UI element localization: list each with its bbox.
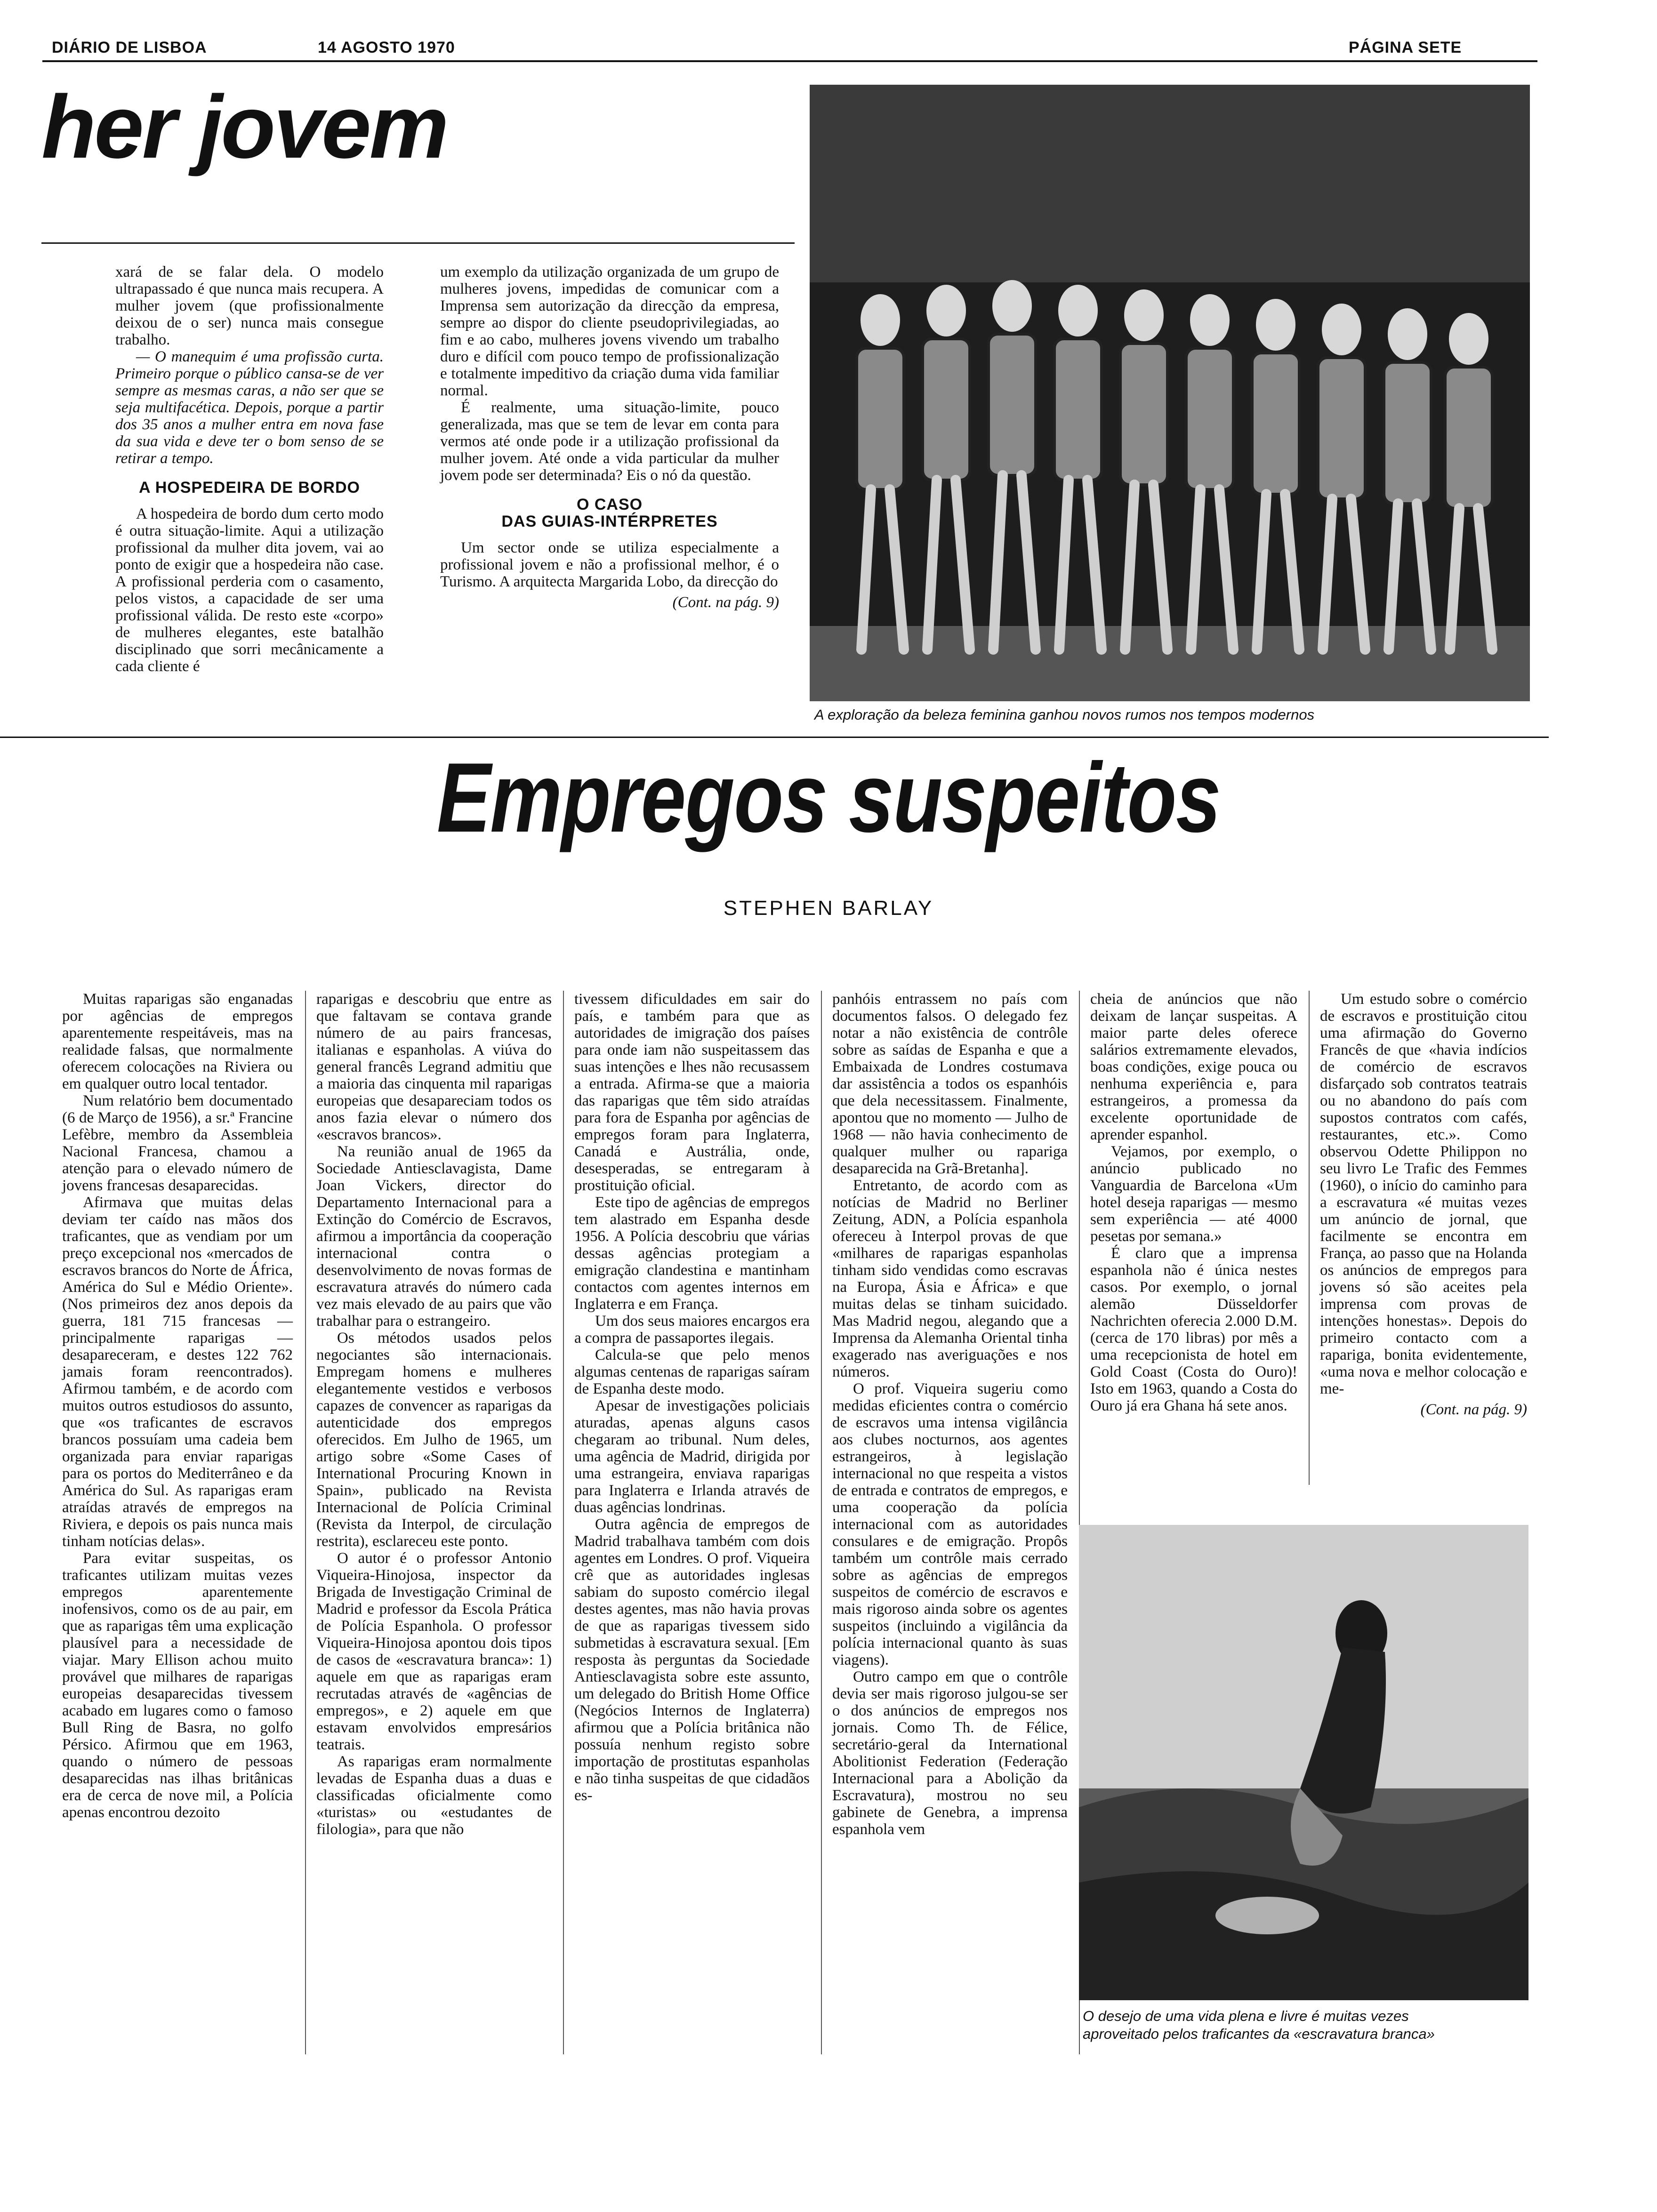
newspaper-name: DIÁRIO DE LISBOA: [52, 39, 207, 56]
woman-photo: [1079, 1525, 1528, 2000]
paragraph: O prof. Viqueira sugeriu como medidas eficientes contra o comércio de escravos uma intensa vigilância aos clubes nocturnos, aos agentes estrangeiros, à legislação internacional no que respeita a vistos de entrada e contratos de empregos, e uma cooperação da polícia internacional com as autoridades consulares e de emigração. Propôs também um contrôle mais cerrado sobre as agências de empregos suspeitos de comércio de escravos e mais rigoroso ainda sobre os agentes suspeitos (incluindo a vigilância da polícia internacional quanto às suas viagens).: [832, 1380, 1068, 1668]
paragraph: Para evitar suspeitas, os traficantes utilizam muitas vezes empregos aparentemente inofensivos, como os de au pair, em que as raparigas têm uma explicação plausível para a necessidade de viajar. Mary Ellison achou muito provável que milhares de raparigas europeias desaparecidas tivessem acabado em lugares como o famoso Bull Ring de Basra, no golfo Pérsico. Afirmou que em 1963, quando o número de pessoas desaparecidas nas ilhas britânicas era de cerca de nove mil, a Polícia apenas encontrou dezoito: [62, 1550, 293, 1821]
paragraph: É claro que a imprensa espanhola não é única nestes casos. Por exemplo, o jornal alemão Düsseldorfer Nachrichten oferecia 2.000 D.M. (cerca de 170 libras) por mês a uma recepcionista de hotel em Gold Coast (Costa do Ouro)! Isto em 1963, quando a Costa do Ouro já era Ghana há sete anos.: [1090, 1245, 1297, 1414]
paragraph: É realmente, uma situação-limite, pouco generalizada, mas que se tem de levar em conta para vermos até onde pode ir a utilização profissional da mulher jovem. Até onde a vida particular da mulher jovem pode ser determinada? Eis o nó da questão.: [440, 399, 779, 484]
paragraph: Outro campo em que o contrôle devia ser mais rigoroso julgou-se ser o dos anúncios de empregos nos jornais. Como Th. de Félice, secretário-geral da International Abolitionist Federation (Federação Internacional para a Abolição da Escravatura), mostrou no seu gabinete de Genebra, a imprensa espanhola vem: [832, 1668, 1068, 1838]
caption-line: O desejo de uma vida plena e livre é muitas vezes: [1083, 2008, 1409, 2024]
column-divider: [821, 991, 822, 2054]
top-headline: her jovem: [41, 77, 447, 177]
top-article-column-1: [115, 264, 384, 675]
issue-date: 14 AGOSTO 1970: [318, 39, 455, 56]
models-photo-caption: A exploração da beleza feminina ganhou novos rumos nos tempos modernos: [814, 706, 1315, 723]
paragraph: cheia de anúncios que não deixam de lançar suspeitas. A maior parte deles oferece salários extremamente elevados, boas condições, exige pouca ou nenhuma experiência e, para estrangeiros, a promessa da excelente oportunidade de aprender espanhol.: [1090, 991, 1297, 1143]
paragraph: xará de se falar dela. O modelo ultrapassado é que nunca mais recupera. A mulher jovem (que profissionalmente deixou de o ser) nunca mais consegue trabalho.: [115, 264, 384, 348]
paragraph: Os métodos usados pelos negociantes são internacionais. Empregam homens e mulheres elegantemente vestidos e verbosos capazes de convencer as raparigas da autenticidade dos empregos oferecidos. Em Julho de 1965, um artigo sobre «Some Cases of International Procuring Known in Spain», publicado na Revista Internacional de Polícia Criminal (Revista da Interpol, de circulação restrita), esclareceu este ponto.: [316, 1330, 552, 1550]
paragraph: Um estudo sobre o comércio de escravos e prostituição citou uma afirmação do Governo Francês de que «havia indícios de comércio de escravos disfarçado sob contratos teatrais ou no abandono do país com supostos contratos com cafés, restaurantes, etc.». Como observou Odette Philippon no seu livro Le Trafic des Femmes (1960), o início do caminho para a escravatura «é muitas vezes um anúncio de jornal, que facilmente se encontra em França, ao passo que na Holanda os anúncios de empregos para jovens só são aceites pela imprensa com provas de intenções honestas». Depois do primeiro contacto com a rapariga, bonita evidentemente, «uma nova e melhor colocação e me-: [1320, 991, 1527, 1397]
paragraph: raparigas e descobriu que entre as que faltavam se contava grande número de au pairs francesas, italianas e espanholas. A viúva do general francês Legrand admitiu que a maioria das cinquenta mil raparigas europeias que desapareciam todos os anos fazia elevar o número dos «escravos brancos».: [316, 991, 552, 1143]
paragraph: Este tipo de agências de empregos tem alastrado em Espanha desde 1956. A Polícia descobriu que várias dessas agências protegiam a emigração clandestina e mantinham contactos com agentes internos em Inglaterra e em França.: [574, 1194, 810, 1313]
paragraph: tivessem dificuldades em sair do país, e também para que as autoridades de imigração dos países para onde iam não suspeitassem das suas intenções e lhes não recusassem a entrada. Afirma-se que a maioria das raparigas que têm sido atraídas para fora de Espanha por agências de empregos foram para Inglaterra, Canadá e Austrália, onde, desesperadas, se entregaram à prostituição oficial.: [574, 991, 810, 1194]
main-column-6: [1320, 991, 1527, 1418]
subhead-hospedeira: A HOSPEDEIRA DE BORDO: [139, 479, 360, 497]
models-photo-illustration: [810, 85, 1530, 701]
paragraph: Na reunião anual de 1965 da Sociedade Antiesclavagista, Dame Joan Vickers, director do Departamento Internacional para a Extinção do Comércio de Escravos, afirmou a importância da cooperação internacional contra o desenvolvimento de novas formas de escravatura através do número cada vez mais elevado de au pairs que vão trabalhar para o estrangeiro.: [316, 1143, 552, 1330]
caption-line: aproveitado pelos traficantes da «escravatura branca»: [1083, 2026, 1435, 2042]
main-column-1: [62, 991, 293, 1821]
paragraph: As raparigas eram normalmente levadas de Espanha duas a duas e classificadas oficialmente como «turistas» ou «estudantes de filologia», para que não: [316, 1753, 552, 1838]
column-divider: [1309, 991, 1310, 1485]
paragraph: Um sector onde se utiliza especialmente a profissional jovem e não a profissional melhor, é o Turismo. A arquitecta Margarida Lobo, da direcção do: [440, 539, 779, 590]
continued-note: (Cont. na pág. 9): [672, 594, 779, 611]
column-divider: [305, 991, 306, 2054]
woman-photo-caption: [1083, 2007, 1535, 2043]
paragraph: Afirmava que muitas delas deviam ter caído nas mãos dos traficantes, que as vendiam por um preço excepcional nos «mercados de escravos brancos do Norte de África, América do Sul e Médio Oriente». (Nos primeiros dez anos depois da guerra, 181 715 francesas — principalmente raparigas — desapareceram, e destes 122 762 jamais foram reencontrados). Afirmou também, e de acordo com muitos outros estudiosos do assunto, que «os traficantes de escravos brancos possuíam uma cadeia bem organizada para enviar raparigas para os portos do Mediterrâneo e da América do Sul. As raparigas eram atraídas através de empregos na Riviera, e depois os pais nunca mais tinham notícias delas».: [62, 1194, 293, 1550]
paragraph: Muitas raparigas são enganadas por agências de empregos aparentemente respeitáveis, mas na realidade falsas, que normalmente oferecem colocações na Riviera ou em qualquer outro local tentador.: [62, 991, 293, 1092]
subhead-line: O CASO: [576, 496, 643, 513]
paragraph: Entretanto, de acordo com as notícias de Madrid no Berliner Zeitung, ADN, a Polícia espanhola ofereceu à Interpol provas de que «milhares de raparigas espanholas tinham sido vendidas como escravas na Europa, Ásia e África» e que muitas delas se tinham suicidado. Mas Madrid negou, alegando que a Imprensa da Alemanha Oriental tinha exagerado nas averiguações e nos números.: [832, 1177, 1068, 1380]
column-divider: [563, 991, 564, 2054]
paragraph: Calcula-se que pelo menos algumas centenas de raparigas saíram de Espanha deste modo.: [574, 1346, 810, 1397]
header-rule: [42, 60, 1537, 62]
main-column-4: [832, 991, 1068, 1838]
subhead-line: DAS GUIAS-INTÉRPRETES: [501, 513, 718, 530]
page-number: PÁGINA SETE: [1349, 39, 1462, 56]
continued-note: (Cont. na pág. 9): [1420, 1401, 1527, 1418]
byline: STEPHEN BARLAY: [723, 897, 934, 920]
models-photo: [810, 85, 1530, 701]
section-divider: [0, 737, 1549, 738]
paragraph: Num relatório bem documentado (6 de Março de 1956), a sr.ª Francine Lefèbre, membro da Assembleia Nacional Francesa, chamou a atenção para o elevado número de jovens francesas desaparecidas.: [62, 1092, 293, 1194]
main-column-3: [574, 991, 810, 1804]
woman-photo-illustration: [1079, 1525, 1528, 2000]
paragraph: Apesar de investigações policiais aturadas, apenas alguns casos chegaram ao tribunal. Num deles, uma agência de Madrid, dirigida por uma estrangeira, enviava raparigas para Inglaterra e Irlanda através de duas agências londrinas.: [574, 1397, 810, 1516]
paragraph: O autor é o professor Antonio Viqueira-Hinojosa, inspector da Brigada de Investigação Criminal de Madrid e professor da Escola Prática de Polícia Espanhola. O professor Viqueira-Hinojosa apontou dois tipos de casos de «escravatura branca»: 1) aquele em que as raparigas eram recrutadas através de «agências de empregos», e 2) aquele em que estavam envolvidos empresários teatrais.: [316, 1550, 552, 1753]
top-article-column-2: [440, 264, 779, 611]
main-headline: Empregos suspeitos: [436, 742, 1221, 853]
main-column-2: [316, 991, 552, 1838]
paragraph: um exemplo da utilização organizada de um grupo de mulheres jovens, impedidas de comunicar com a Imprensa sem autorização da direcção da empresa, sempre ao dispor do cliente pseudoprivilegiadas, ao fim e ao cabo, mulheres jovens vivendo um trabalho duro e difícil com pouco tempo de profissionalização e totalmente impeditivo da criação duma vida familiar normal.: [440, 264, 779, 399]
paragraph: Um dos seus maiores encargos era a compra de passaportes ilegais.: [574, 1313, 810, 1346]
paragraph: Vejamos, por exemplo, o anúncio publicado no Vanguardia de Barcelona «Um hotel deseja raparigas — mesmo sem experiência — até 4000 pesetas por semana.»: [1090, 1143, 1297, 1245]
paragraph: A hospedeira de bordo dum certo modo é outra situação-limite. Aqui a utilização profissional da mulher dita jovem, vai ao ponto de exigir que a hospedeira não case. A profissional perderia com o casamento, pelos vistos, a capacidade de ser uma profissional válida. De resto este «corpo» de mulheres elegantes, este batalhão disciplinado que sorri mecânicamente a cada cliente é: [115, 505, 384, 675]
quote-paragraph: — O manequim é uma profissão curta. Primeiro porque o público cansa-se de ver sempre as mesmas caras, a não ser que se seja multifacética. Depois, porque a partir dos 35 anos a mulher entra em nova fase da sua vida e deve ter o bom senso de se retirar a tempo.: [115, 348, 384, 467]
paragraph: panhóis entrassem no país com documentos falsos. O delegado fez notar a não existência de contrôle sobre as saídas de Espanha e que a Embaixada de Londres costumava dar assistência a todos os espanhóis que dela necessitassem. Finalmente, apontou que no momento — Julho de 1968 — não havia conhecimento de qualquer mulher ou rapariga desaparecida na Grã-Bretanha].: [832, 991, 1068, 1177]
subhead-guias: [440, 496, 779, 530]
headline-rule: [41, 242, 795, 244]
paragraph: Outra agência de empregos de Madrid trabalhava também com dois agentes em Londres. O prof. Viqueira crê que as autoridades inglesas sabiam do suposto comércio ilegal destes agentes, mas não havia provas de que as raparigas tivessem sido submetidas à escravatura sexual. [Em resposta às perguntas da Sociedade Antiesclavagista sobre este assunto, um delegado do British Home Office (Negócios Internos de Inglaterra) afirmou que a Polícia britânica não possuía nenhum registo sobre importação de prostitutas espanholas e não tinha suspeitas de que cidadãos es-: [574, 1516, 810, 1804]
main-column-5: [1090, 991, 1297, 1414]
